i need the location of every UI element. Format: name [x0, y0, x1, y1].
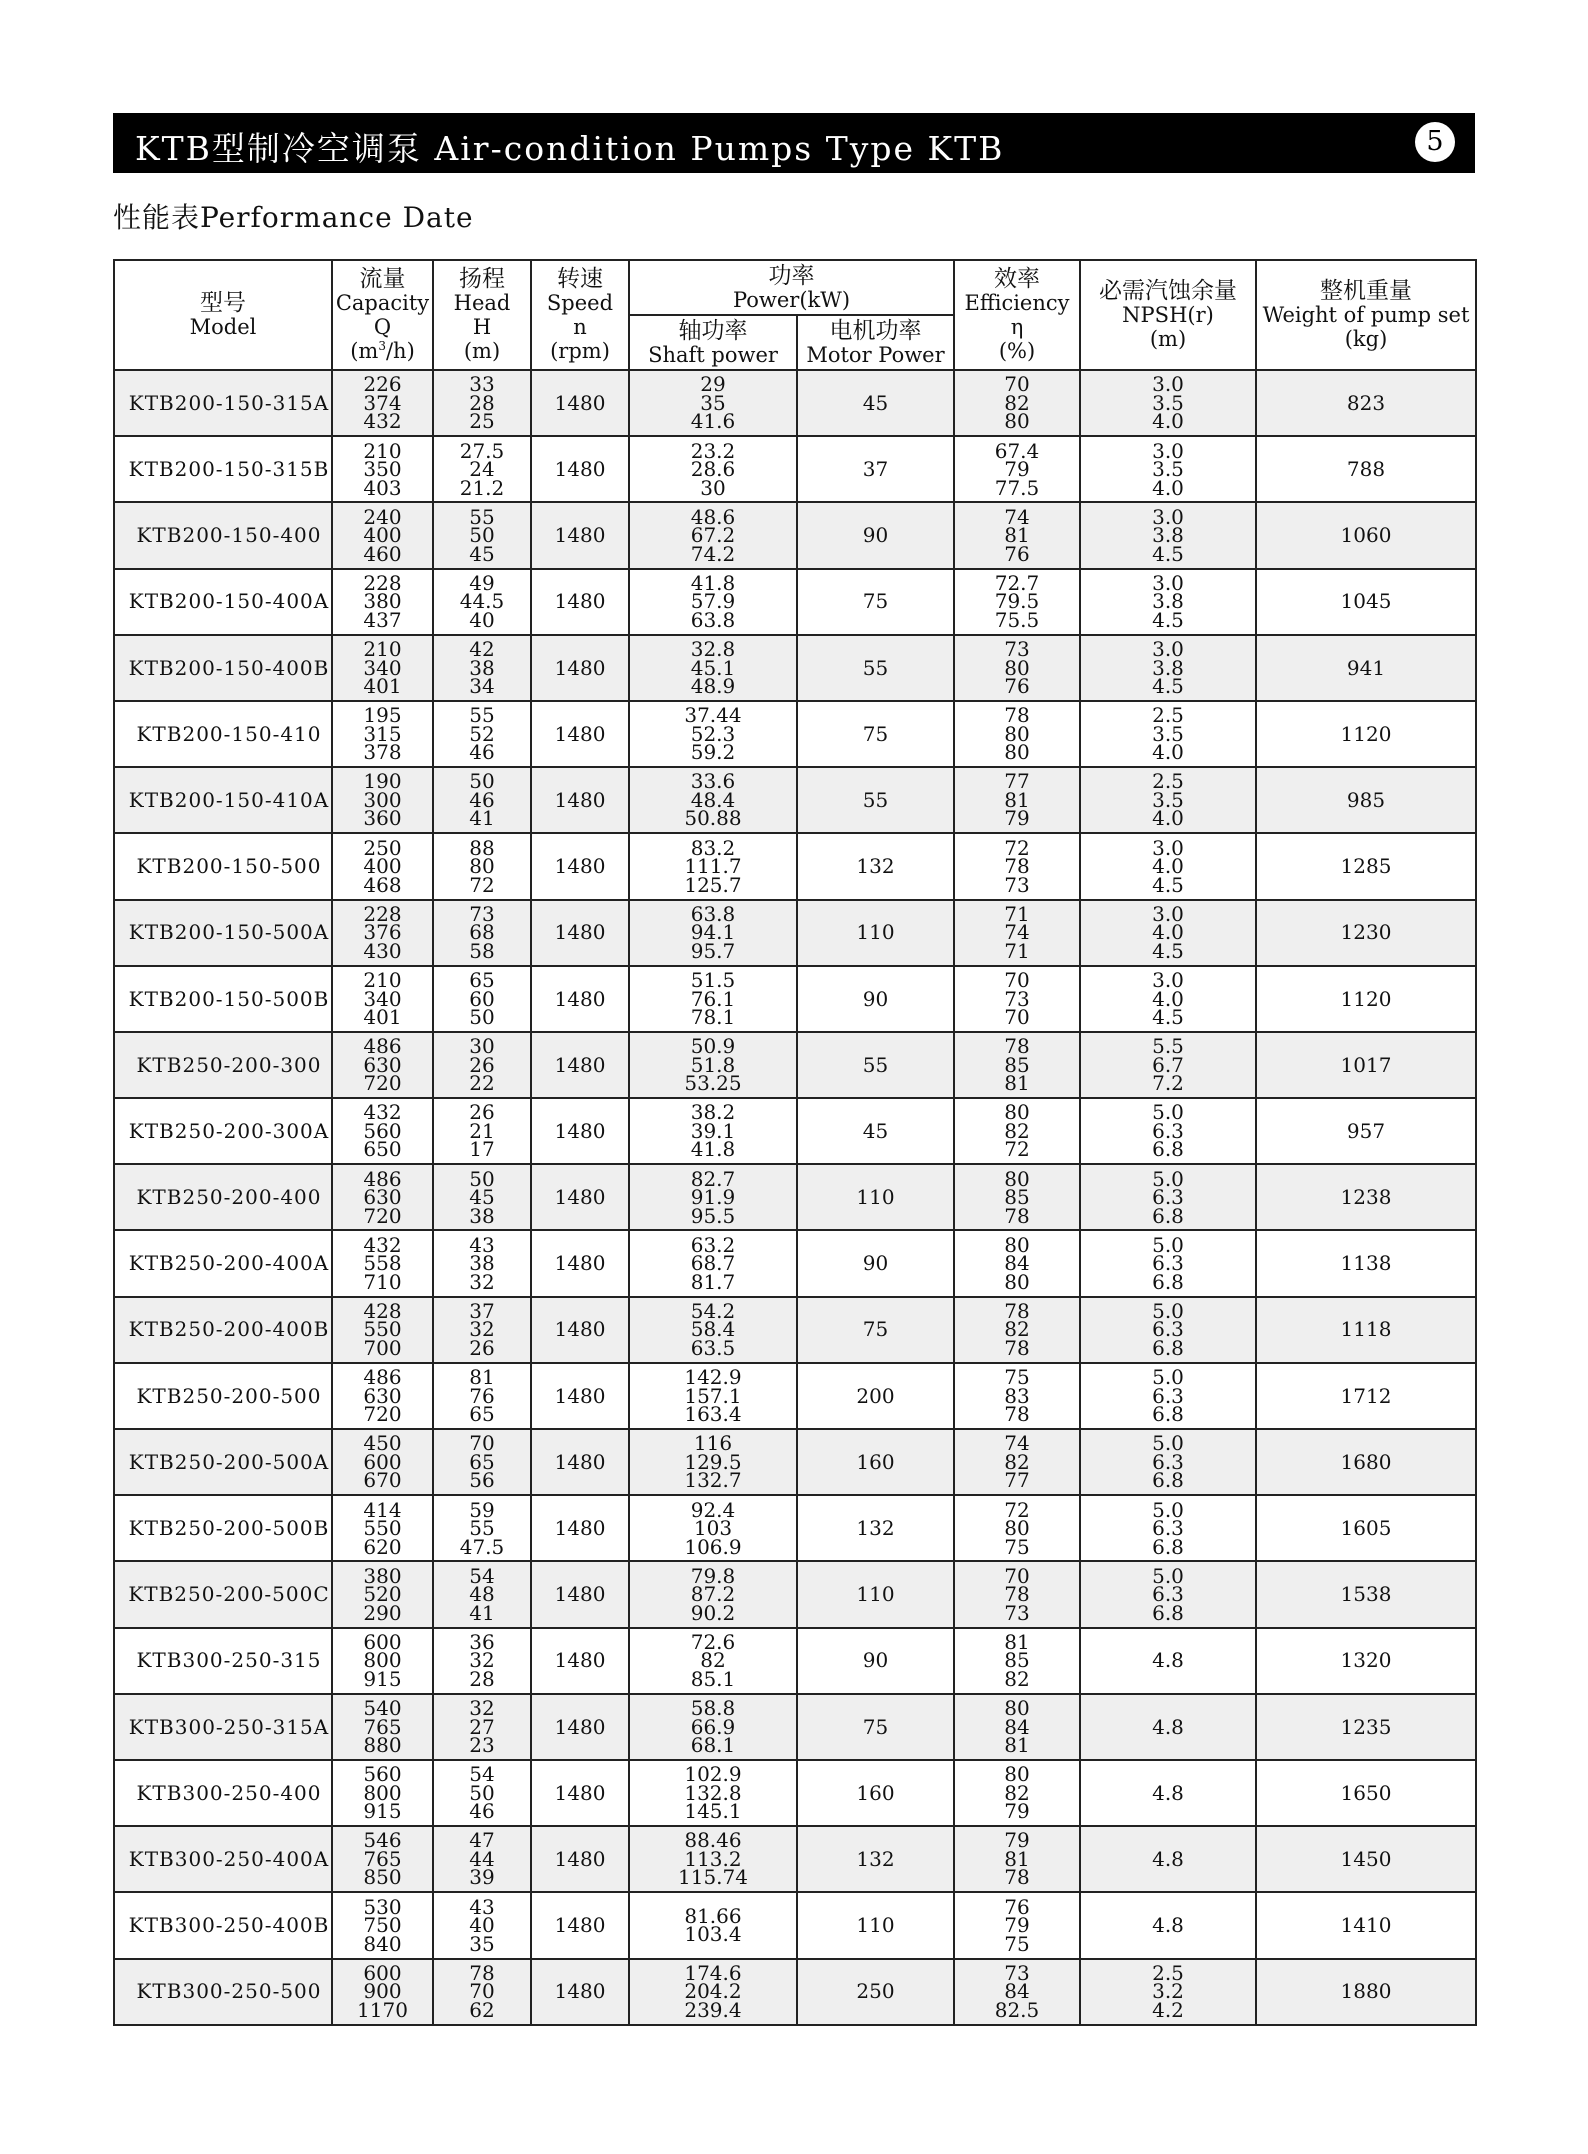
cell-head: 26 21 17 [433, 1098, 531, 1164]
cell-npsh: 5.0 6.3 6.8 [1080, 1164, 1256, 1230]
cell-efficiency: 80 82 79 [954, 1760, 1080, 1826]
cell-shaft-power: 82.7 91.9 95.5 [629, 1164, 797, 1230]
cell-weight: 957 [1256, 1098, 1476, 1164]
cell-capacity: 190 300 360 [332, 767, 433, 833]
cell-speed: 1480 [531, 502, 629, 568]
cell-npsh: 5.0 6.3 6.8 [1080, 1098, 1256, 1164]
cell-weight: 823 [1256, 370, 1476, 436]
table-row [114, 569, 1476, 635]
cell-head: 88 80 72 [433, 833, 531, 899]
cell-capacity: 432 560 650 [332, 1098, 433, 1164]
cell-head: 55 52 46 [433, 701, 531, 767]
cell-speed: 1480 [531, 1164, 629, 1230]
cell-model: KTB200-150-400 [114, 502, 332, 568]
cell-capacity: 546 765 850 [332, 1826, 433, 1892]
cell-head: 55 50 45 [433, 502, 531, 568]
cell-motor-power: 75 [797, 569, 954, 635]
cell-speed: 1480 [531, 1892, 629, 1958]
cell-shaft-power: 29 35 41.6 [629, 370, 797, 436]
cell-shaft-power: 92.4 103 106.9 [629, 1495, 797, 1561]
cell-speed: 1480 [531, 569, 629, 635]
cell-shaft-power: 81.66 103.4 [629, 1892, 797, 1958]
cell-efficiency: 80 84 81 [954, 1694, 1080, 1760]
cell-speed: 1480 [531, 1230, 629, 1296]
cell-capacity: 228 380 437 [332, 569, 433, 635]
cell-head: 37 32 26 [433, 1297, 531, 1363]
col-header-model: 型号 Model [114, 260, 332, 370]
cell-weight: 1235 [1256, 1694, 1476, 1760]
cell-npsh: 3.0 4.0 4.5 [1080, 966, 1256, 1032]
cell-npsh: 3.0 3.5 4.0 [1080, 436, 1256, 502]
cell-efficiency: 79 81 78 [954, 1826, 1080, 1892]
cell-capacity: 195 315 378 [332, 701, 433, 767]
cell-head: 73 68 58 [433, 900, 531, 966]
cell-motor-power: 160 [797, 1429, 954, 1495]
table-row [114, 1694, 1476, 1760]
cell-capacity: 250 400 468 [332, 833, 433, 899]
cell-model: KTB200-150-400B [114, 635, 332, 701]
cell-capacity: 226 374 432 [332, 370, 433, 436]
cell-npsh: 5.5 6.7 7.2 [1080, 1032, 1256, 1098]
cell-capacity: 210 340 401 [332, 966, 433, 1032]
cell-capacity: 228 376 430 [332, 900, 433, 966]
cell-head: 78 70 62 [433, 1959, 531, 2025]
cell-weight: 1017 [1256, 1032, 1476, 1098]
cell-shaft-power: 38.2 39.1 41.8 [629, 1098, 797, 1164]
cell-efficiency: 72.7 79.5 75.5 [954, 569, 1080, 635]
cell-weight: 1118 [1256, 1297, 1476, 1363]
cell-head: 70 65 56 [433, 1429, 531, 1495]
cell-weight: 1450 [1256, 1826, 1476, 1892]
cell-motor-power: 75 [797, 1297, 954, 1363]
table-row [114, 635, 1476, 701]
cell-motor-power: 55 [797, 1032, 954, 1098]
cell-speed: 1480 [531, 1826, 629, 1892]
cell-npsh: 3.0 3.5 4.0 [1080, 370, 1256, 436]
cell-head: 81 76 65 [433, 1363, 531, 1429]
cell-shaft-power: 72.6 82 85.1 [629, 1628, 797, 1694]
cell-speed: 1480 [531, 833, 629, 899]
col-header-npsh: 必需汽蚀余量 NPSH(r) (m) [1080, 260, 1256, 370]
cell-speed: 1480 [531, 1429, 629, 1495]
cell-shaft-power: 51.5 76.1 78.1 [629, 966, 797, 1032]
cell-head: 30 26 22 [433, 1032, 531, 1098]
col-header-power: 功率 Power(kW) [629, 260, 954, 315]
cell-model: KTB200-150-400A [114, 569, 332, 635]
cell-motor-power: 75 [797, 701, 954, 767]
cell-npsh: 5.0 6.3 6.8 [1080, 1297, 1256, 1363]
table-row [114, 370, 1476, 436]
cell-motor-power: 90 [797, 966, 954, 1032]
table-row [114, 1561, 1476, 1627]
cell-efficiency: 74 82 77 [954, 1429, 1080, 1495]
cell-npsh: 4.8 [1080, 1760, 1256, 1826]
cell-head: 43 38 32 [433, 1230, 531, 1296]
cell-shaft-power: 48.6 67.2 74.2 [629, 502, 797, 568]
cell-capacity: 210 340 401 [332, 635, 433, 701]
cell-model: KTB200-150-410 [114, 701, 332, 767]
cell-capacity: 486 630 720 [332, 1164, 433, 1230]
cell-speed: 1480 [531, 900, 629, 966]
page-number-badge: 5 [1415, 122, 1455, 162]
cell-shaft-power: 79.8 87.2 90.2 [629, 1561, 797, 1627]
cell-model: KTB300-250-500 [114, 1959, 332, 2025]
cell-shaft-power: 58.8 66.9 68.1 [629, 1694, 797, 1760]
cell-model: KTB200-150-500A [114, 900, 332, 966]
cell-capacity: 380 520 290 [332, 1561, 433, 1627]
cell-npsh: 4.8 [1080, 1826, 1256, 1892]
table-row [114, 1826, 1476, 1892]
cell-weight: 941 [1256, 635, 1476, 701]
table-row [114, 1297, 1476, 1363]
cell-speed: 1480 [531, 1297, 629, 1363]
cell-efficiency: 72 78 73 [954, 833, 1080, 899]
cell-motor-power: 132 [797, 1826, 954, 1892]
cell-efficiency: 73 84 82.5 [954, 1959, 1080, 2025]
cell-model: KTB200-150-315B [114, 436, 332, 502]
cell-npsh: 5.0 6.3 6.8 [1080, 1230, 1256, 1296]
cell-head: 27.5 24 21.2 [433, 436, 531, 502]
table-row [114, 966, 1476, 1032]
cell-shaft-power: 32.8 45.1 48.9 [629, 635, 797, 701]
cell-efficiency: 75 83 78 [954, 1363, 1080, 1429]
cell-npsh: 2.5 3.2 4.2 [1080, 1959, 1256, 2025]
cell-npsh: 5.0 6.3 6.8 [1080, 1363, 1256, 1429]
document-title: KTB型制冷空调泵 Air-condition Pumps Type KTB [135, 129, 1005, 168]
cell-npsh: 3.0 3.8 4.5 [1080, 569, 1256, 635]
cell-npsh: 5.0 6.3 6.8 [1080, 1495, 1256, 1561]
cell-capacity: 600 800 915 [332, 1628, 433, 1694]
table-row [114, 1628, 1476, 1694]
table-row [114, 833, 1476, 899]
col-header-head: 扬程 Head H (m) [433, 260, 531, 370]
cell-motor-power: 110 [797, 1561, 954, 1627]
cell-shaft-power: 33.6 48.4 50.88 [629, 767, 797, 833]
table-row [114, 1892, 1476, 1958]
cell-npsh: 4.8 [1080, 1628, 1256, 1694]
cell-motor-power: 250 [797, 1959, 954, 2025]
cell-efficiency: 73 80 76 [954, 635, 1080, 701]
cell-shaft-power: 50.9 51.8 53.25 [629, 1032, 797, 1098]
cell-speed: 1480 [531, 635, 629, 701]
table-row [114, 900, 1476, 966]
cell-efficiency: 80 84 80 [954, 1230, 1080, 1296]
cell-model: KTB250-200-400B [114, 1297, 332, 1363]
cell-efficiency: 71 74 71 [954, 900, 1080, 966]
table-row [114, 436, 1476, 502]
cell-shaft-power: 88.46 113.2 115.74 [629, 1826, 797, 1892]
cell-model: KTB250-200-500B [114, 1495, 332, 1561]
cell-head: 32 27 23 [433, 1694, 531, 1760]
cell-motor-power: 160 [797, 1760, 954, 1826]
col-header-weight: 整机重量 Weight of pump set (kg) [1256, 260, 1476, 370]
cell-efficiency: 76 79 75 [954, 1892, 1080, 1958]
cell-head: 54 50 46 [433, 1760, 531, 1826]
cell-speed: 1480 [531, 1098, 629, 1164]
cell-model: KTB300-250-400A [114, 1826, 332, 1892]
cell-efficiency: 70 73 70 [954, 966, 1080, 1032]
cell-shaft-power: 41.8 57.9 63.8 [629, 569, 797, 635]
cell-head: 59 55 47.5 [433, 1495, 531, 1561]
cell-efficiency: 77 81 79 [954, 767, 1080, 833]
cell-efficiency: 70 82 80 [954, 370, 1080, 436]
cell-weight: 1120 [1256, 966, 1476, 1032]
table-header [114, 260, 1476, 370]
cell-motor-power: 45 [797, 370, 954, 436]
cell-shaft-power: 116 129.5 132.7 [629, 1429, 797, 1495]
cell-weight: 1138 [1256, 1230, 1476, 1296]
cell-weight: 1230 [1256, 900, 1476, 966]
cell-motor-power: 110 [797, 1892, 954, 1958]
cell-model: KTB250-200-300A [114, 1098, 332, 1164]
cell-speed: 1480 [531, 701, 629, 767]
cell-efficiency: 80 85 78 [954, 1164, 1080, 1230]
cell-motor-power: 132 [797, 833, 954, 899]
cell-head: 54 48 41 [433, 1561, 531, 1627]
cell-head: 47 44 39 [433, 1826, 531, 1892]
cell-model: KTB250-200-300 [114, 1032, 332, 1098]
cell-head: 42 38 34 [433, 635, 531, 701]
cell-speed: 1480 [531, 1628, 629, 1694]
cell-model: KTB250-200-500 [114, 1363, 332, 1429]
cell-efficiency: 78 80 80 [954, 701, 1080, 767]
cell-speed: 1480 [531, 1032, 629, 1098]
cell-efficiency: 72 80 75 [954, 1495, 1080, 1561]
table-row [114, 1164, 1476, 1230]
cell-npsh: 3.0 4.0 4.5 [1080, 900, 1256, 966]
performance-table [113, 259, 1477, 2026]
cell-capacity: 600 900 1170 [332, 1959, 433, 2025]
section-subtitle: 性能表Performance Date [113, 201, 474, 234]
cell-shaft-power: 23.2 28.6 30 [629, 436, 797, 502]
cell-capacity: 240 400 460 [332, 502, 433, 568]
cell-motor-power: 90 [797, 1628, 954, 1694]
table-row [114, 502, 1476, 568]
cell-motor-power: 110 [797, 900, 954, 966]
cell-speed: 1480 [531, 436, 629, 502]
cell-model: KTB300-250-315A [114, 1694, 332, 1760]
cell-head: 65 60 50 [433, 966, 531, 1032]
table-body [114, 370, 1476, 2025]
cell-speed: 1480 [531, 1561, 629, 1627]
cell-weight: 1650 [1256, 1760, 1476, 1826]
cell-model: KTB250-200-500C [114, 1561, 332, 1627]
cell-weight: 1060 [1256, 502, 1476, 568]
cell-shaft-power: 37.44 52.3 59.2 [629, 701, 797, 767]
cell-capacity: 210 350 403 [332, 436, 433, 502]
cell-model: KTB200-150-410A [114, 767, 332, 833]
table-row [114, 1959, 1476, 2025]
cell-speed: 1480 [531, 1760, 629, 1826]
cell-weight: 1045 [1256, 569, 1476, 635]
cell-motor-power: 90 [797, 1230, 954, 1296]
table-row [114, 1363, 1476, 1429]
cell-model: KTB200-150-500B [114, 966, 332, 1032]
table-row [114, 1760, 1476, 1826]
cell-shaft-power: 83.2 111.7 125.7 [629, 833, 797, 899]
cell-shaft-power: 63.2 68.7 81.7 [629, 1230, 797, 1296]
cell-speed: 1480 [531, 1694, 629, 1760]
cell-weight: 1680 [1256, 1429, 1476, 1495]
col-header-speed: 转速 Speed n (rpm) [531, 260, 629, 370]
cell-speed: 1480 [531, 1363, 629, 1429]
cell-capacity: 540 765 880 [332, 1694, 433, 1760]
cell-model: KTB300-250-315 [114, 1628, 332, 1694]
cell-model: KTB300-250-400 [114, 1760, 332, 1826]
cell-capacity: 428 550 700 [332, 1297, 433, 1363]
cell-head: 49 44.5 40 [433, 569, 531, 635]
cell-motor-power: 45 [797, 1098, 954, 1164]
cell-capacity: 530 750 840 [332, 1892, 433, 1958]
header-banner [113, 113, 1475, 173]
cell-npsh: 3.0 4.0 4.5 [1080, 833, 1256, 899]
cell-efficiency: 70 78 73 [954, 1561, 1080, 1627]
cell-head: 43 40 35 [433, 1892, 531, 1958]
cell-weight: 985 [1256, 767, 1476, 833]
cell-motor-power: 110 [797, 1164, 954, 1230]
cell-npsh: 5.0 6.3 6.8 [1080, 1561, 1256, 1627]
cell-head: 50 46 41 [433, 767, 531, 833]
col-header-motor-power: 电机功率 Motor Power [797, 315, 954, 370]
table-row [114, 767, 1476, 833]
cell-capacity: 560 800 915 [332, 1760, 433, 1826]
cell-weight: 1410 [1256, 1892, 1476, 1958]
cell-weight: 1120 [1256, 701, 1476, 767]
cell-speed: 1480 [531, 767, 629, 833]
cell-npsh: 5.0 6.3 6.8 [1080, 1429, 1256, 1495]
table-row [114, 1495, 1476, 1561]
cell-capacity: 432 558 710 [332, 1230, 433, 1296]
cell-motor-power: 55 [797, 635, 954, 701]
cell-efficiency: 78 85 81 [954, 1032, 1080, 1098]
cell-weight: 1880 [1256, 1959, 1476, 2025]
cell-shaft-power: 63.8 94.1 95.7 [629, 900, 797, 966]
cell-weight: 1285 [1256, 833, 1476, 899]
col-header-efficiency: 效率 Efficiency η (%) [954, 260, 1080, 370]
cell-weight: 1712 [1256, 1363, 1476, 1429]
table-row [114, 1032, 1476, 1098]
cell-efficiency: 74 81 76 [954, 502, 1080, 568]
cell-model: KTB250-200-500A [114, 1429, 332, 1495]
cell-shaft-power: 142.9 157.1 163.4 [629, 1363, 797, 1429]
table-row [114, 1230, 1476, 1296]
cell-motor-power: 75 [797, 1694, 954, 1760]
cell-npsh: 2.5 3.5 4.0 [1080, 767, 1256, 833]
cell-efficiency: 67.4 79 77.5 [954, 436, 1080, 502]
col-header-shaft-power: 轴功率 Shaft power [629, 315, 797, 370]
cell-model: KTB250-200-400A [114, 1230, 332, 1296]
cell-model: KTB200-150-500 [114, 833, 332, 899]
table-row [114, 701, 1476, 767]
cell-model: KTB250-200-400 [114, 1164, 332, 1230]
cell-model: KTB300-250-400B [114, 1892, 332, 1958]
cell-shaft-power: 174.6 204.2 239.4 [629, 1959, 797, 2025]
cell-weight: 1238 [1256, 1164, 1476, 1230]
cell-head: 50 45 38 [433, 1164, 531, 1230]
cell-motor-power: 37 [797, 436, 954, 502]
table-row [114, 1429, 1476, 1495]
cell-npsh: 2.5 3.5 4.0 [1080, 701, 1256, 767]
cell-head: 36 32 28 [433, 1628, 531, 1694]
cell-efficiency: 78 82 78 [954, 1297, 1080, 1363]
cell-npsh: 3.0 3.8 4.5 [1080, 635, 1256, 701]
cell-shaft-power: 54.2 58.4 63.5 [629, 1297, 797, 1363]
cell-npsh: 3.0 3.8 4.5 [1080, 502, 1256, 568]
cell-weight: 1538 [1256, 1561, 1476, 1627]
cell-speed: 1480 [531, 1495, 629, 1561]
cell-capacity: 414 550 620 [332, 1495, 433, 1561]
cell-motor-power: 200 [797, 1363, 954, 1429]
cell-shaft-power: 102.9 132.8 145.1 [629, 1760, 797, 1826]
cell-npsh: 4.8 [1080, 1892, 1256, 1958]
cell-npsh: 4.8 [1080, 1694, 1256, 1760]
cell-speed: 1480 [531, 370, 629, 436]
cell-motor-power: 55 [797, 767, 954, 833]
cell-model: KTB200-150-315A [114, 370, 332, 436]
cell-speed: 1480 [531, 966, 629, 1032]
cell-speed: 1480 [531, 1959, 629, 2025]
cell-motor-power: 90 [797, 502, 954, 568]
cell-weight: 1605 [1256, 1495, 1476, 1561]
cell-weight: 1320 [1256, 1628, 1476, 1694]
cell-capacity: 450 600 670 [332, 1429, 433, 1495]
cell-motor-power: 132 [797, 1495, 954, 1561]
cell-capacity: 486 630 720 [332, 1363, 433, 1429]
cell-capacity: 486 630 720 [332, 1032, 433, 1098]
cell-head: 33 28 25 [433, 370, 531, 436]
cell-weight: 788 [1256, 436, 1476, 502]
col-header-capacity: 流量 Capacity Q $(m^3/h)$ [332, 260, 433, 370]
cell-efficiency: 81 85 82 [954, 1628, 1080, 1694]
table-row [114, 1098, 1476, 1164]
cell-efficiency: 80 82 72 [954, 1098, 1080, 1164]
